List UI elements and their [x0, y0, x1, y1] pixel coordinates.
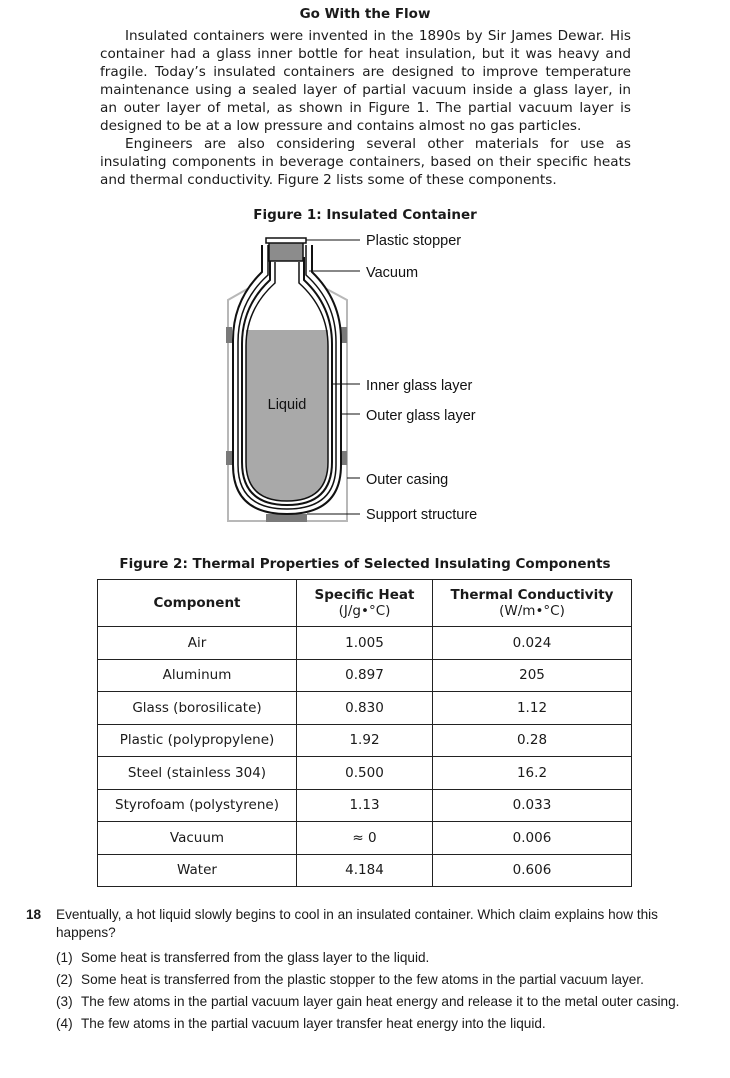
- label-outer-casing: Outer casing: [366, 472, 449, 488]
- header-conductivity: [433, 580, 632, 627]
- label-inner-glass: Inner glass layer: [366, 378, 473, 394]
- choice-text: Some heat is transferred from the glass layer to the liquid.: [81, 950, 430, 965]
- cell-conductivity: 0.024: [433, 627, 632, 660]
- passage-paragraph-1: Insulated containers were invented in the 1890s by Sir James Dewar. His container had a glass inner bottle for heat insulation, but it was heavy and fragile. Today’s insulated containers are designed to improve temperature maintenance using a sealed layer of partial vacuum inside a glass layer, in an outer layer of metal, as shown in Figure 1. The partial vacuum layer is designed to be at a low pressure and contains almost no gas particles.: [100, 28, 631, 134]
- cell-component: Air: [98, 627, 297, 660]
- cell-specific-heat: ≈ 0: [297, 822, 433, 855]
- cell-specific-heat: 4.184: [297, 854, 433, 887]
- choice-3[interactable]: [56, 993, 706, 1011]
- choice-2[interactable]: [56, 971, 706, 989]
- table-header-row: [98, 580, 632, 627]
- cell-conductivity: 0.28: [433, 724, 632, 757]
- liquid-shape: [246, 330, 328, 501]
- header-specific-heat-label: Specific Heat: [314, 587, 415, 603]
- plastic-stopper-shape: [269, 242, 303, 261]
- table-row: [98, 822, 632, 855]
- header-conductivity-label: Thermal Conductivity: [450, 587, 614, 603]
- passage-paragraph-2: Engineers are also considering several other materials for use as insulating components in beverage containers, based on their specific heats and thermal conductivity. Figure 2 lists some of these components.: [100, 136, 631, 188]
- page-title: Go With the Flow: [299, 6, 431, 22]
- choice-number: (2): [56, 972, 73, 987]
- cell-component: Vacuum: [98, 822, 297, 855]
- choice-text: The few atoms in the partial vacuum layer transfer heat energy into the liquid.: [81, 1016, 546, 1031]
- answer-choices: [56, 949, 706, 1037]
- question-stem: Eventually, a hot liquid slowly begins to cool in an insulated container. Which claim explains how this happens?: [56, 907, 658, 940]
- choice-text: Some heat is transferred from the plastic stopper to the few atoms in the partial vacuum layer.: [81, 972, 644, 987]
- cell-conductivity: 205: [433, 659, 632, 692]
- cell-specific-heat: 1.92: [297, 724, 433, 757]
- header-specific-heat-unit: (J/g•°C): [338, 603, 391, 619]
- table-row: [98, 789, 632, 822]
- header-component-label: Component: [153, 595, 241, 611]
- choice-number: (4): [56, 1016, 73, 1031]
- header-component: [98, 580, 297, 627]
- cell-conductivity: 0.606: [433, 854, 632, 887]
- cell-component: Water: [98, 854, 297, 887]
- figure-1-title: Figure 1: Insulated Container: [253, 207, 477, 223]
- header-specific-heat: [297, 580, 433, 627]
- figure-2-title: Figure 2: Thermal Properties of Selected Insulating Components: [119, 556, 611, 572]
- cell-conductivity: 16.2: [433, 757, 632, 790]
- cell-specific-heat: 0.897: [297, 659, 433, 692]
- choice-text: The few atoms in the partial vacuum layer gain heat energy and release it to the metal outer casing.: [81, 994, 680, 1009]
- choice-1[interactable]: [56, 949, 706, 967]
- cell-specific-heat: 1.005: [297, 627, 433, 660]
- stopper-cap: [266, 238, 306, 243]
- table-row: [98, 659, 632, 692]
- support-structure-shape: [266, 514, 307, 522]
- cell-specific-heat: 1.13: [297, 789, 433, 822]
- table-row: [98, 627, 632, 660]
- cell-component: Plastic (polypropylene): [98, 724, 297, 757]
- label-outer-glass: Outer glass layer: [366, 408, 476, 424]
- cell-component: Styrofoam (polystyrene): [98, 789, 297, 822]
- choice-number: (1): [56, 950, 73, 965]
- label-plastic-stopper: Plastic stopper: [366, 233, 462, 249]
- casing-band-left-top: [226, 327, 232, 343]
- casing-band-left-bottom: [226, 451, 232, 465]
- table-row: [98, 724, 632, 757]
- choice-4[interactable]: [56, 1015, 706, 1033]
- label-liquid: Liquid: [267, 397, 307, 413]
- choice-number: (3): [56, 994, 73, 1009]
- header-conductivity-unit: (W/m•°C): [499, 603, 565, 619]
- table-row: [98, 757, 632, 790]
- question-number: 18: [26, 907, 42, 922]
- cell-specific-heat: 0.500: [297, 757, 433, 790]
- cell-component: Steel (stainless 304): [98, 757, 297, 790]
- table-row: [98, 692, 632, 725]
- cell-specific-heat: 0.830: [297, 692, 433, 725]
- cell-conductivity: 1.12: [433, 692, 632, 725]
- cell-conductivity: 0.033: [433, 789, 632, 822]
- label-support-structure: Support structure: [366, 507, 478, 523]
- thermal-properties-table: [97, 579, 632, 887]
- table-row: [98, 854, 632, 887]
- label-vacuum: Vacuum: [366, 265, 419, 281]
- cell-component: Aluminum: [98, 659, 297, 692]
- cell-conductivity: 0.006: [433, 822, 632, 855]
- cell-component: Glass (borosilicate): [98, 692, 297, 725]
